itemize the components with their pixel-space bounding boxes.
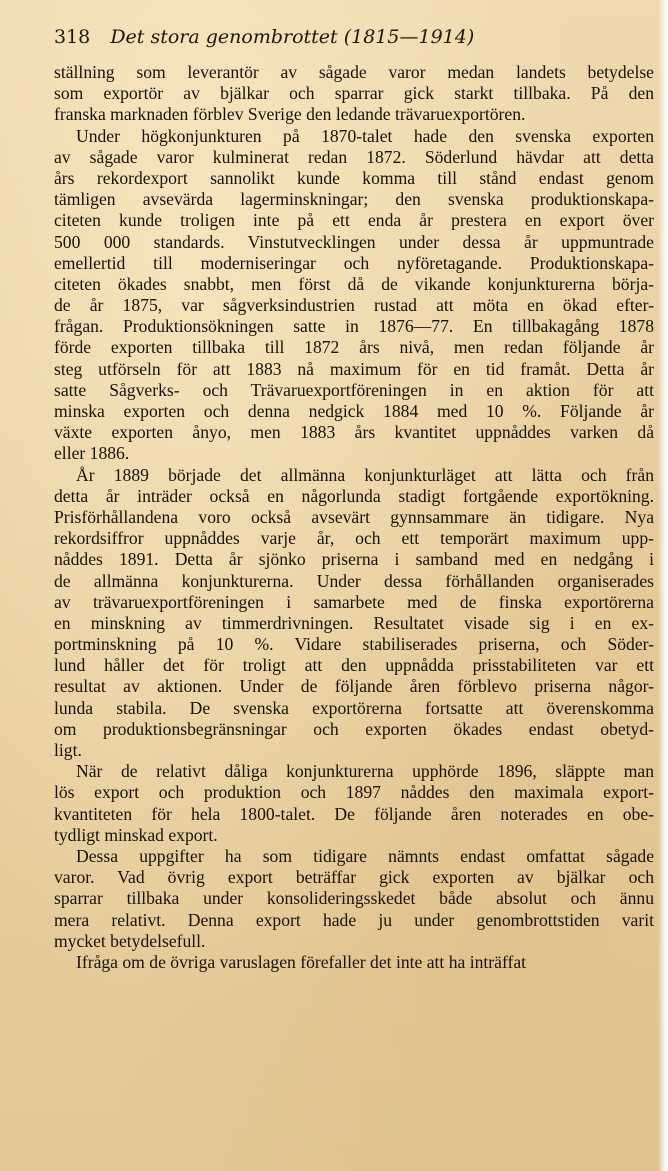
text-line: ställning som leverantör av sågade varor medan landets betydelse (54, 62, 654, 82)
text-line: förde exporten tillbaka till 1872 års nivå, men redan följande år (54, 337, 654, 358)
page-number: 318 (54, 26, 91, 48)
paragraph (54, 465, 654, 762)
text-line: de allmänna konjunkturerna. Under dessa förhållanden organiserades (54, 570, 654, 591)
text-line: År 1889 började det allmänna konjunkturläget att lätta och från (76, 464, 654, 485)
text-line: lös export och produktion och 1897 nåddes den maximala export- (54, 782, 654, 803)
text-line: ligt. (54, 740, 82, 760)
text-line: växte exporten ånyo, men 1883 års kvantitet uppnåddes varken då (54, 422, 654, 443)
text-line: 500 000 standards. Vinstutvecklingen under dessa år uppmuntrade (54, 231, 654, 252)
text-line: När de relativt dåliga konjunkturerna upphörde 1896, släppte man (76, 761, 654, 782)
text-line: sparrar tillbaka under konsolideringsskedet både absolut och ännu (54, 888, 654, 909)
text-line: kvantiteten för hela 1800-talet. De följande åren noterades en obe- (54, 803, 654, 824)
text-line: citeten ökades snabbt, men först då de vikande konjunkturerna börja- (54, 273, 654, 294)
text-line: lund håller det för troligt att den uppnådda prisstabiliteten var ett (54, 655, 654, 676)
text-line: en minskning av timmerdrivningen. Resultatet visade sig i en ex- (54, 612, 654, 633)
text-line: mycket betydelsefull. (54, 930, 206, 951)
text-line: mera relativt. Denna export hade ju under genombrottstiden varit (54, 909, 654, 930)
text-line: resultat av aktionen. Under de följande åren förblevo priserna någor- (54, 676, 654, 697)
chapter-title: Det stora genombrottet (1815—1914) (110, 26, 475, 48)
text-line: detta år inträder också en någorlunda stadigt fortgående exportökning. (54, 485, 654, 506)
paragraph (54, 761, 654, 846)
text-line: Prisförhållandena voro också avsevärt gynnsammare än tidigare. Nya (54, 506, 654, 527)
text-line: års rekordexport sannolikt kunde komma till stånd endast genom (54, 167, 654, 188)
text-line: av sågade varor kulminerat redan 1872. Söderlund hävdar att detta (54, 146, 654, 167)
text-line: lunda stabila. De svenska exportörerna fortsatte att överenskomma (54, 697, 654, 718)
text-line: nåddes 1891. Detta år sjönko priserna i samband med en nedgång i (54, 549, 654, 570)
page-edge (658, 0, 668, 1171)
text-line: om produktionsbegränsningar och exporten ökades endast obetyd- (54, 718, 654, 739)
text-line: Dessa uppgifter ha som tidigare nämnts endast omfattat sågade (76, 845, 654, 866)
running-head (54, 26, 474, 48)
text-line: de år 1875, var sågverksindustrien rustad att möta en ökad efter- (54, 295, 654, 316)
text-line: som exportör av bjälkar och sparrar gick starkt tillbaka. På den (54, 83, 654, 104)
paragraph (54, 952, 654, 973)
text-line: av trävaruexportföreningen i samarbete med de finska exportörerna (54, 591, 654, 612)
text-line: varor. Vad övrig export beträffar gick exporten av bjälkar och (54, 867, 654, 888)
text-line: emellertid till moderniseringar och nyföretagande. Produktionskapa- (54, 252, 654, 273)
text-line: steg utförseln för att 1883 nå maximum för en tid framåt. Detta år (54, 358, 654, 379)
text-line: rekordsiffror uppnåddes varje år, och ett temporärt maximum upp- (54, 528, 654, 549)
paragraph (54, 846, 654, 952)
text-line: minska exporten och denna nedgick 1884 med 10 %. Följande år (54, 401, 654, 421)
text-line: franska marknaden förblev Sverige den ledande trävaruexportören. (54, 104, 526, 125)
text-line: frågan. Produktionsökningen satte in 1876—77. En tillbakagång 1878 (54, 316, 654, 337)
text-line: Under högkonjunkturen på 1870-talet hade den svenska exporten (76, 125, 654, 146)
paragraph (54, 62, 654, 126)
text-line: tämligen avsevärda lagerminskningar; den svenska produktionskapa- (54, 189, 654, 210)
text-line: citeten kunde troligen inte på ett enda år prestera en export över (54, 210, 654, 231)
text-line: tydligt minskad export. (54, 824, 218, 845)
body-text (54, 62, 654, 973)
text-line: Ifråga om de övriga varuslagen förefaller det inte att ha inträffat (76, 951, 527, 972)
text-line: satte Sågverks- och Trävaruexportföreningen in en aktion för att (54, 379, 654, 400)
text-line: portminskning på 10 %. Vidare stabiliserades priserna, och Söder- (54, 634, 654, 655)
paragraph (54, 126, 654, 465)
text-line: eller 1886. (54, 443, 130, 464)
